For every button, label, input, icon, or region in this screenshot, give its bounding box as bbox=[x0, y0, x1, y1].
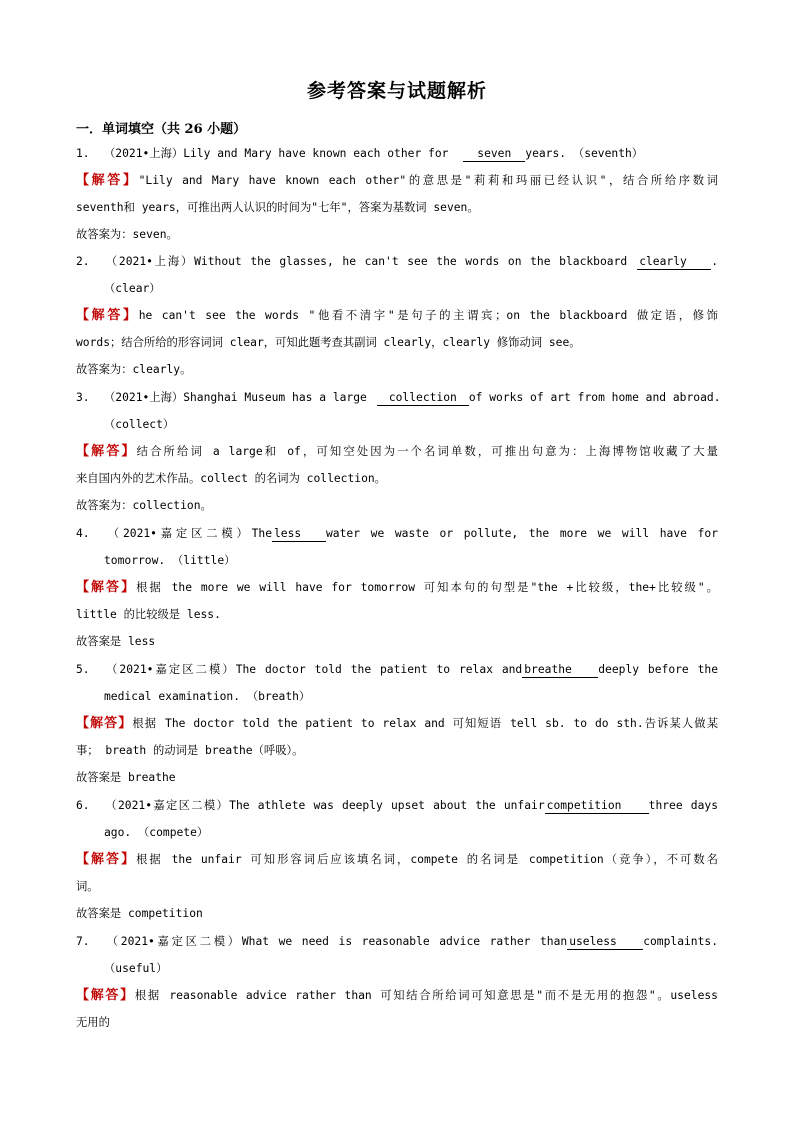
hint-2: （clear） bbox=[104, 282, 161, 295]
answer-blank-7: useless bbox=[567, 935, 643, 950]
conclusion-5: 故答案是 breathe bbox=[76, 771, 176, 784]
question-7: 7. （2021•嘉定区二模）What we need is reasonable advice rather than useless complaints. bbox=[76, 935, 719, 948]
explanation-6-line-1: 【解答】根据 the unfair 可知形容词后应该填名词，compete 的名词是 competition（竞争），不可数名 bbox=[76, 852, 718, 867]
hint-7: （useful） bbox=[104, 962, 168, 975]
explanation-4-line-2: little 的比较级是 less. bbox=[76, 608, 221, 621]
answer-blank-6: competition bbox=[545, 799, 649, 814]
question-1: 1. （2021•上海）Lily and Mary have known each other for seven years. （seventh） bbox=[76, 147, 644, 160]
answer-blank-1: seven bbox=[463, 147, 525, 162]
question-5: 5. （2021•嘉定区二模）The doctor told the patient to relax and breathe deeply before the bbox=[76, 663, 718, 676]
explanation-3-line-2: 来自国内外的艺术作品。collect 的名词为 collection。 bbox=[76, 472, 386, 485]
explanation-3-line-1: 【解答】结合所给词 a large和 of，可知空处因为一个名词单数，可推出句意为：上海博物馆收藏了大量 bbox=[76, 444, 718, 459]
hint-5: medical examination. （breath） bbox=[104, 690, 311, 703]
explanation-7-line-2: 无用的 bbox=[76, 1016, 110, 1029]
page-title: 参考答案与试题解析 bbox=[306, 80, 487, 102]
question-4: 4. （2021•嘉定区二模）The less water we waste or pollute, the more we will have for bbox=[76, 527, 718, 540]
answer-blank-2: clearly bbox=[637, 255, 711, 270]
explanation-1-line-1: 【解答】"Lily and Mary have known each other"的意思是"莉莉和玛丽已经认识"，结合所给序数词 bbox=[76, 173, 718, 188]
question-2: 2. （2021•上海）Without the glasses, he can't see the words on the blackboard clearly . bbox=[76, 255, 718, 268]
answer-blank-5: breathe bbox=[522, 663, 598, 678]
conclusion-3: 故答案为：collection。 bbox=[76, 499, 212, 512]
explanation-1-line-2: seventh和 years，可推出两人认识的时间为"七年"，答案为基数词 seven。 bbox=[76, 201, 479, 214]
hint-6: ago. （compete） bbox=[104, 826, 209, 839]
answer-blank-4: less bbox=[272, 527, 326, 542]
explanation-6-line-2: 词。 bbox=[76, 880, 99, 893]
question-3: 3. （2021•上海）Shanghai Museum has a large collection of works of art from home and abroad. bbox=[76, 391, 721, 404]
explanation-5-line-2: 事； breath 的动词是 breathe（呼吸）。 bbox=[76, 744, 304, 757]
hint-3: （collect） bbox=[104, 418, 175, 431]
conclusion-1: 故答案为：seven。 bbox=[76, 228, 178, 241]
explanation-7-line-1: 【解答】根据 reasonable advice rather than 可知结合所给词可知意思是"而不是无用的抱怨"。useless bbox=[76, 988, 718, 1003]
conclusion-4: 故答案是 less bbox=[76, 635, 156, 648]
conclusion-6: 故答案是 competition bbox=[76, 907, 203, 920]
hint-4: tomorrow. （little） bbox=[104, 554, 236, 567]
explanation-2-line-2: words；结合所给的形容词词 clear，可知此题考查其副词 clearly，clearly 修饰动词 see。 bbox=[76, 336, 581, 349]
question-6: 6. （2021•嘉定区二模）The athlete was deeply upset about the unfair competition three days bbox=[76, 799, 718, 812]
section-heading: 一．单词填空（共 26 小题） bbox=[76, 122, 247, 137]
explanation-4-line-1: 【解答】根据 the more we will have for tomorrow 可知本句的句型是"the +比较级，the+比较级"。 bbox=[76, 580, 718, 595]
explanation-2-line-1: 【解答】he can't see the words "他看不清字"是句子的主谓宾；on the blackboard 做定语，修饰 bbox=[76, 308, 718, 323]
answer-blank-3: collection bbox=[377, 391, 469, 406]
explanation-5-line-1: 【解答】根据 The doctor told the patient to relax and 可知短语 tell sb. to do sth.告诉某人做某 bbox=[76, 716, 718, 731]
conclusion-2: 故答案为：clearly。 bbox=[76, 363, 192, 376]
